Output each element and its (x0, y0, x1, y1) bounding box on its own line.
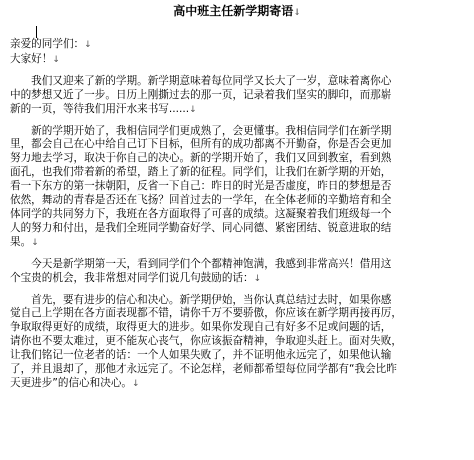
paragraph-line: 中的梦想又近了一步。日历上刚撕过去的那一页，记录着我们坚实的脚印，而那崭 (10, 88, 392, 101)
paragraph-line: 果。↓ (10, 235, 39, 248)
paragraph-line: 了，并且退却了，那他才永远完了。不论怎样，老师都希望每位同学都有“我会比昨 (10, 363, 397, 376)
paragraph-line: 新的一页，等待我们用汗水来书写......↓ (10, 102, 197, 115)
paragraph-line: 依然，舞动的青春是否还在飞扬？回首过去的一学年，在全体老师的辛勤培育和全 (10, 194, 392, 207)
text-cursor (36, 26, 37, 38)
empty-line (10, 26, 464, 38)
paragraph-line: 我们又迎来了新的学期。新学期意味着每位同学又长大了一岁，意味着离你心 (10, 74, 392, 87)
paragraph-line: 里，都会自己在心中给自己订下目标，但所有的成功都离不开勤奋，你是否会更加 (10, 138, 392, 151)
paragraph-line: 请你也不要太难过，更不能灰心丧气，你应该振奋精神，争取迎头赶上。面对失败， (10, 335, 402, 348)
paragraph-line: 今天是新学期第一天，看到同学们个个都精神饱满，我感到非常高兴！借用这 (10, 257, 392, 270)
paragraph-line: 努力地去学习，取决于你自己的决心。新的学期开始了，我们又回到教室，看到熟 (10, 152, 392, 165)
paragraph-line: 天更进步”的信心和决心。↓ (10, 376, 140, 389)
document-title: 高中班主任新学期寄语↓ (173, 4, 301, 18)
paragraph-line: 首先，要有进步的信心和决心。新学期伊始，当你认真总结过去时，如果你感 (10, 293, 392, 306)
paragraph-line: 觉自己上学期在各方面表现都不错，请你千万不要骄傲，你应该在新学期再接再厉， (10, 307, 402, 320)
paragraph-line: 体同学的共同努力下，我班在各方面取得了可喜的成绩。这凝聚着我们班级每一个 (10, 207, 392, 220)
paragraph-line: 看一下东方的第一抹朝阳，反省一下自己：昨日的时光是否虚度，昨日的梦想是否 (10, 180, 392, 193)
paragraph-line: 个宝贵的机会，我非常想对同学们说几句鼓励的话：↓ (10, 271, 262, 284)
greeting-line: 大家好！↓ (10, 52, 60, 65)
paragraph-line: 争取取得更好的成绩，取得更大的进步。如果你发现自己有好多不足或问题的话， (10, 321, 392, 334)
paragraph-line: 面孔，也我们带着新的希望，踏上了新的征程。同学们，让我们在新学期的开始， (10, 166, 392, 179)
paragraph-line: 新的学期开始了，我相信同学们更成熟了，会更懂事。我相信同学们在新学期 (10, 124, 392, 137)
paragraph-line: 让我们铭记一位老者的话：一个人如果失败了，并不证明他永远完了，如果他认输 (10, 349, 392, 362)
paragraph-line: 人的努力和付出，是我们全班同学勤奋好学、同心同德、紧密团结、锐意进取的结 (10, 221, 392, 234)
greeting-line: 亲爱的同学们：↓ (10, 38, 92, 50)
